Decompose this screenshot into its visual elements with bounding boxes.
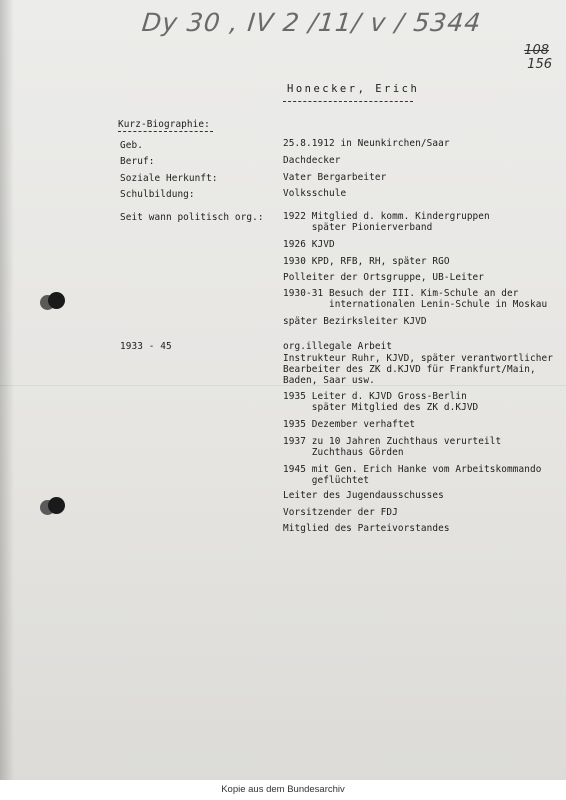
field-value-profession: Dachdecker bbox=[283, 155, 341, 166]
field-value-schooling: Volksschule bbox=[283, 188, 347, 199]
heading-underline bbox=[118, 131, 213, 132]
field-label-profession: Beruf: bbox=[120, 156, 155, 167]
political-entry: 1922 Mitglied d. komm. Kindergruppen bbox=[283, 211, 490, 222]
political-entry: Polleiter der Ortsgruppe, UB-Leiter bbox=[283, 272, 485, 283]
period-entry: Baden, Saar usw. bbox=[283, 375, 375, 386]
political-entry: später Bezirksleiter KJVD bbox=[283, 316, 427, 327]
archive-signature: Dy 30 , IV 2 /11/ v / 5344 bbox=[140, 8, 483, 37]
period-entry: 1945 mit Gen. Erich Hanke vom Arbeitskommando bbox=[283, 464, 542, 475]
period-entry: geflüchtet bbox=[283, 475, 370, 486]
page-number bbox=[521, 44, 552, 72]
punch-hole bbox=[48, 292, 65, 309]
period-label: 1933 - 45 bbox=[120, 341, 172, 352]
punch-hole bbox=[48, 497, 65, 514]
period-entry: Zuchthaus Görden bbox=[283, 447, 404, 458]
period-entry: Bearbeiter des ZK d.KJVD für Frankfurt/Main, bbox=[283, 364, 536, 375]
period-entry: 1935 Leiter d. KJVD Gross-Berlin bbox=[283, 391, 467, 402]
archive-footer: Kopie aus dem Bundesarchiv bbox=[0, 780, 566, 800]
period-entry: Instrukteur Ruhr, KJVD, später verantwortlicher bbox=[283, 353, 553, 364]
field-value-birth: 25.8.1912 in Neunkirchen/Saar bbox=[283, 138, 450, 149]
period-entry: später Mitglied des ZK d.KJVD bbox=[283, 402, 479, 413]
period-entry: Leiter des Jugendausschusses bbox=[283, 490, 444, 501]
field-label-birth: Geb. bbox=[120, 140, 143, 151]
field-value-origin: Vater Bergarbeiter bbox=[283, 172, 387, 183]
period-entry: Vorsitzender der FDJ bbox=[283, 507, 398, 518]
political-entry: 1930-31 Besuch der III. Kim-Schule an der bbox=[283, 288, 519, 299]
period-entry: 1935 Dezember verhaftet bbox=[283, 419, 416, 430]
page-number-old: 108 bbox=[524, 43, 549, 58]
period-entry: Mitglied des Parteivorstandes bbox=[283, 523, 450, 534]
name-underline bbox=[283, 101, 413, 102]
political-entry: 1930 KPD, RFB, RH, später RGO bbox=[283, 256, 450, 267]
political-entry: 1926 KJVD bbox=[283, 239, 335, 250]
period-entry: org.illegale Arbeit bbox=[283, 341, 393, 352]
political-entry: internationalen Lenin-Schule in Moskau bbox=[283, 299, 548, 310]
political-entry: später Pionierverband bbox=[283, 222, 433, 233]
period-entry: 1937 zu 10 Jahren Zuchthaus verurteilt bbox=[283, 436, 502, 447]
field-label-origin: Soziale Herkunft: bbox=[120, 173, 218, 184]
section-heading: Kurz-Biographie: bbox=[118, 119, 210, 130]
page-number-new: 156 bbox=[527, 57, 552, 72]
person-name: Honecker, Erich bbox=[287, 83, 420, 95]
political-label: Seit wann politisch org.: bbox=[120, 212, 264, 223]
field-label-schooling: Schulbildung: bbox=[120, 189, 195, 200]
